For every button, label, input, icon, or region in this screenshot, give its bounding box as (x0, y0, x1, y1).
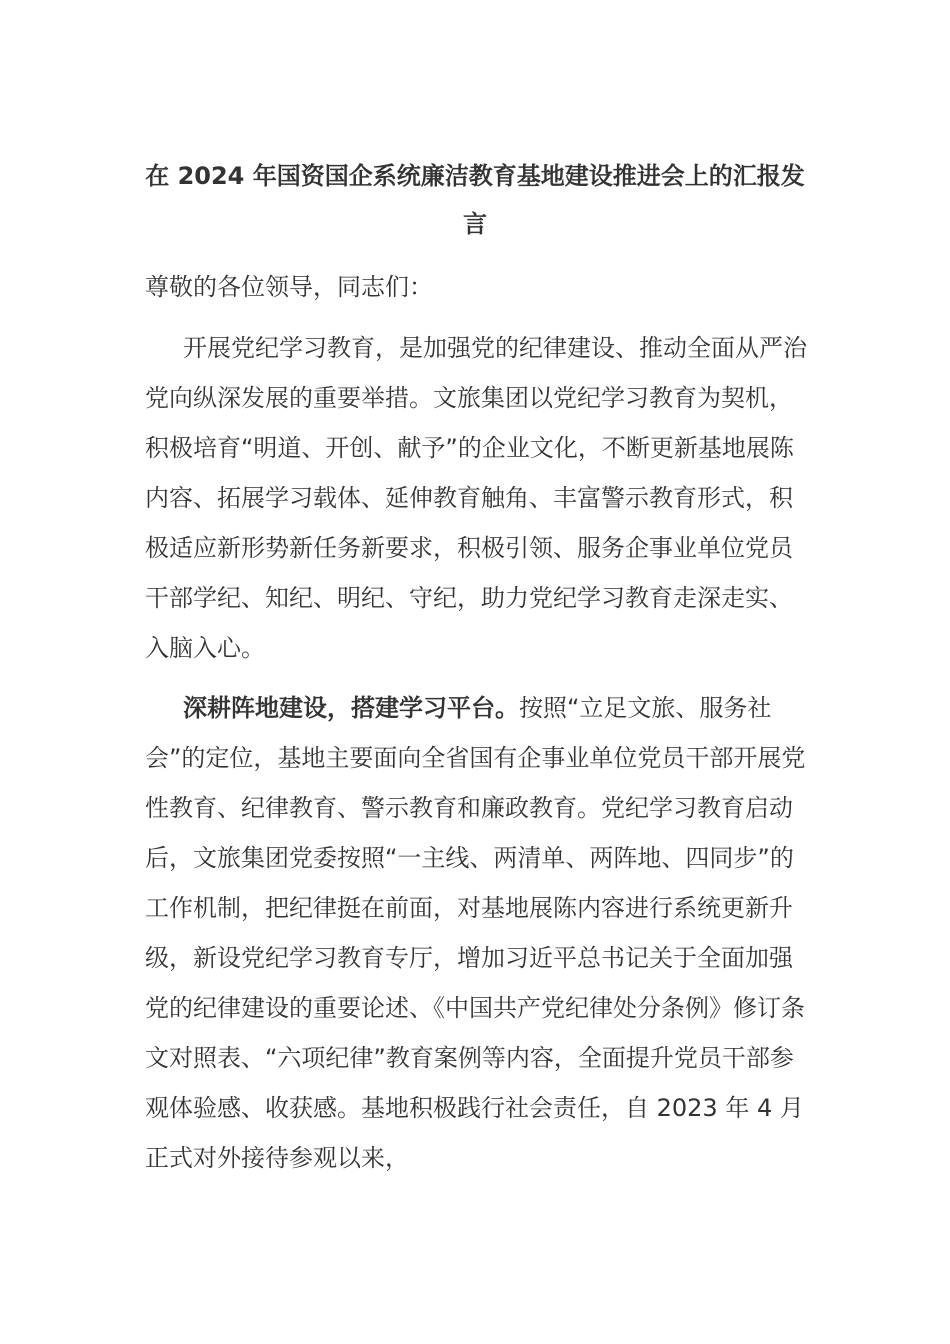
paragraph-platform (145, 683, 810, 1183)
document-title: 在 2024 年国资国企系统廉洁教育基地建设推进会上的汇报发言 (145, 162, 805, 238)
paragraph-platform-text: 按照“立足文旅、服务社会”的定位，基地主要面向全省国有企事业单位党员干部开展党性教育、纪律教育、警示教育和廉政教育。党纪学习教育启动后，文旅集团党委按照“一主线、两清单、两阵地、四同步”的工作机制，把纪律挺在前面，对基地展陈内容进行系统更新升级，新设党纪学习教育专厅，增加习近平总书记关于全面加强党的纪律建设的重要论述、《中国共产党纪律处分条例》修订条文对照表、“六项纪律”教育案例等内容，全面提升党员干部参观体验感、收获感。基地积极践行社会责任，自 2023 年 4 月正式对外接待参观以来， (145, 694, 806, 1172)
paragraph-platform-lead: 深耕阵地建设，搭建学习平台。 (183, 694, 519, 722)
greeting: 尊敬的各位领导，同志们： (145, 273, 433, 301)
paragraph-intro-text: 开展党纪学习教育，是加强党的纪律建设、推动全面从严治党向纵深发展的重要举措。文旅集团以党纪学习教育为契机，积极培育“明道、开创、献予”的企业文化，不断更新基地展陈内容、拓展学习载体、延伸教育触角、丰富警示教育形式，积极适应新形势新任务新要求，积极引领、服务企事业单位党员干部学纪、知纪、明纪、守纪，助力党纪学习教育走深走实、入脑入心。 (145, 334, 807, 662)
paragraph-intro (145, 323, 810, 673)
